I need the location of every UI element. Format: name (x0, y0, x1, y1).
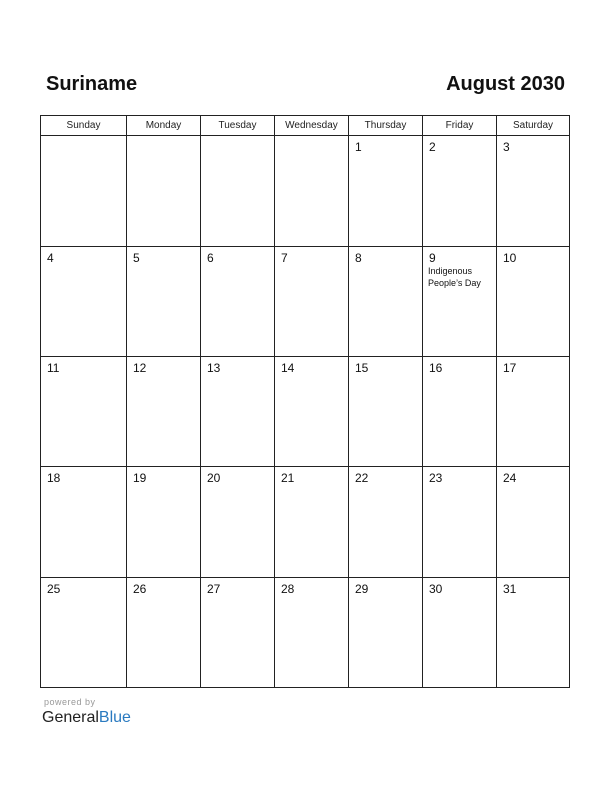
day-number: 4 (47, 251, 54, 265)
day-number: 17 (503, 361, 517, 375)
day-cell-19 (127, 467, 201, 578)
day-cell-14 (275, 357, 349, 467)
day-cell-1 (349, 136, 423, 247)
day-cell-3 (497, 136, 569, 247)
day-number: 25 (47, 582, 61, 596)
day-cell-21 (275, 467, 349, 578)
brand-general: General (42, 709, 99, 726)
day-number: 11 (47, 361, 60, 375)
day-number: 10 (503, 251, 517, 265)
day-number: 22 (355, 471, 369, 485)
day-cell-26 (127, 578, 201, 687)
day-cell-2 (423, 136, 497, 247)
day-cell-29 (349, 578, 423, 687)
day-cell-20 (201, 467, 275, 578)
country-title: Suriname (46, 73, 138, 95)
day-cell-17 (497, 357, 569, 467)
weekday-header-sunday: Sunday (41, 116, 127, 136)
day-number: 24 (503, 471, 517, 485)
day-number: 21 (281, 471, 295, 485)
day-cell-25 (41, 578, 127, 687)
weekday-header-thursday: Thursday (349, 116, 423, 136)
weekday-header-saturday: Saturday (497, 116, 569, 136)
day-cell-23 (423, 467, 497, 578)
day-cell-5 (127, 247, 201, 357)
empty-day-cell (275, 136, 349, 247)
day-number: 5 (133, 251, 140, 265)
day-number: 23 (429, 471, 443, 485)
day-number: 2 (429, 140, 436, 154)
day-number: 14 (281, 361, 295, 375)
weekday-header-monday: Monday (127, 116, 201, 136)
generalblue-logo[interactable] (42, 708, 131, 728)
day-number: 1 (355, 140, 362, 154)
day-number: 7 (281, 251, 288, 265)
day-cell-28 (275, 578, 349, 687)
day-number: 15 (355, 361, 369, 375)
day-cell-6 (201, 247, 275, 357)
day-number: 16 (429, 361, 443, 375)
empty-day-cell (201, 136, 275, 247)
month-year-title: August 2030 (446, 73, 565, 95)
day-cell-9 (423, 247, 497, 357)
day-cell-22 (349, 467, 423, 578)
day-number: 26 (133, 582, 147, 596)
weekday-header-tuesday: Tuesday (201, 116, 275, 136)
day-number: 8 (355, 251, 362, 265)
empty-day-cell (41, 136, 127, 247)
day-number: 29 (355, 582, 369, 596)
day-number: 19 (133, 471, 147, 485)
day-number: 28 (281, 582, 295, 596)
day-number: 9 (429, 251, 436, 265)
day-cell-18 (41, 467, 127, 578)
day-cell-15 (349, 357, 423, 467)
day-number: 13 (207, 361, 221, 375)
day-number: 6 (207, 251, 214, 265)
day-cell-10 (497, 247, 569, 357)
powered-by-text: powered by (44, 697, 96, 707)
day-cell-16 (423, 357, 497, 467)
day-cell-11 (41, 357, 127, 467)
day-cell-13 (201, 357, 275, 467)
day-number: 12 (133, 361, 147, 375)
day-cell-7 (275, 247, 349, 357)
empty-day-cell (127, 136, 201, 247)
day-cell-30 (423, 578, 497, 687)
holiday-label: Indigenous People’s Day (428, 266, 481, 288)
weekday-header-wednesday: Wednesday (275, 116, 349, 136)
day-number: 27 (207, 582, 221, 596)
calendar-grid (40, 115, 570, 688)
day-number: 20 (207, 471, 221, 485)
day-cell-8 (349, 247, 423, 357)
weekday-header-friday: Friday (423, 116, 497, 136)
day-number: 18 (47, 471, 61, 485)
day-cell-31 (497, 578, 569, 687)
day-cell-12 (127, 357, 201, 467)
day-cell-27 (201, 578, 275, 687)
day-number: 3 (503, 140, 510, 154)
day-number: 30 (429, 582, 443, 596)
day-cell-24 (497, 467, 569, 578)
day-cell-4 (41, 247, 127, 357)
day-number: 31 (503, 582, 517, 596)
brand-blue: Blue (98, 709, 131, 726)
